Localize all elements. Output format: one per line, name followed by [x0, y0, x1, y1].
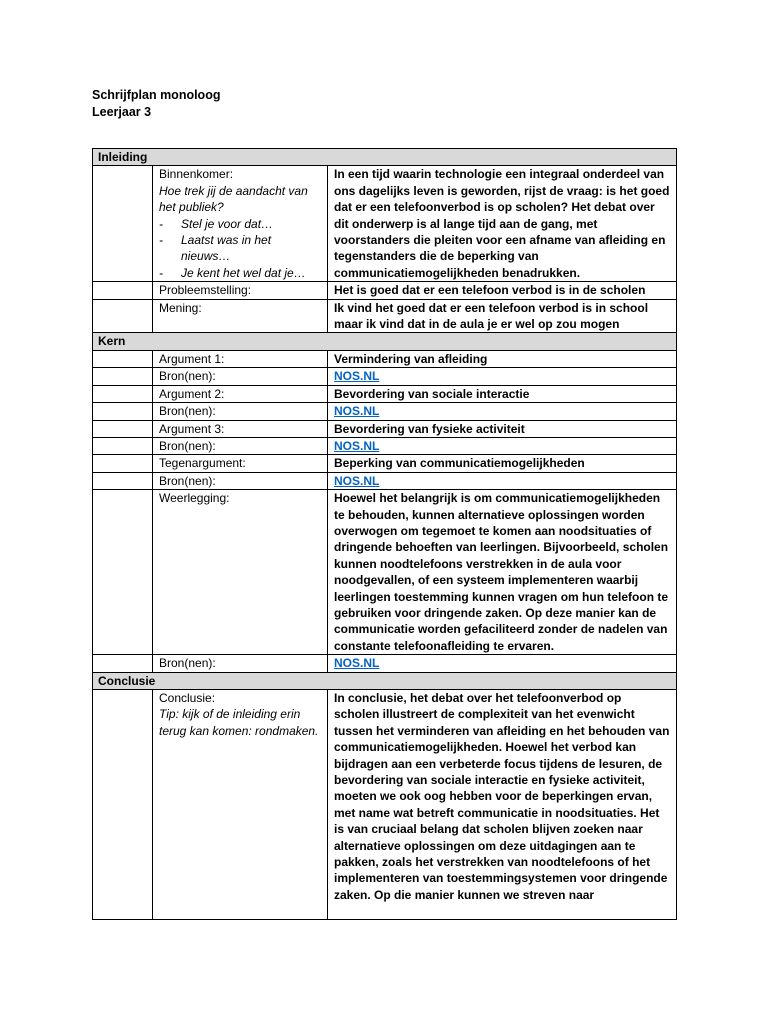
probleemstelling-label: Probleemstelling: — [153, 282, 328, 299]
tegenargument-label: Tegenargument: — [153, 455, 328, 472]
document-subtitle: Leerjaar 3 — [92, 105, 152, 119]
argument-2-text: Bevordering van sociale interactie — [328, 385, 677, 402]
table-row-tegenargument — [93, 455, 677, 472]
conclusie-text: In conclusie, het debat over het telefoonverbod op scholen illustreert de complexiteit van het evenwicht tussen het verminderen van afleiding en het behouden van communicatiemogelijkheden. Hoewel het verbod kan bijdragen aan een verbeterde focus tijdens de lesuren, de bevordering van sociale interactie en fysieke activiteit, moeten we ook oog hebben voor de beperkingen ervan, met name wat betreft communicatie in noodsituaties. Het is van cruciaal belang dat scholen blijven zoeken naar alternatieve oplossingen om deze uitdagingen aan te pakken, zoals het verstrekken van noodtelefoons of het implementeren van toestemmingsystemen voor dringende zaken. Op die manier kunnen we streven naar — [334, 691, 670, 902]
bron-label: Bron(nen): — [153, 368, 328, 385]
table-row-bron-2 — [93, 403, 677, 420]
argument-1-label: Argument 1: — [153, 350, 328, 367]
source-link[interactable]: NOS.NL — [334, 473, 380, 488]
section-title: Conclusie — [93, 672, 677, 689]
source-link[interactable]: NOS.NL — [334, 404, 380, 419]
weerlegging-label: Weerlegging: — [153, 490, 328, 655]
table-row-bron-1 — [93, 368, 677, 385]
mening-text: Ik vind het goed dat er een telefoon verbod is in school maar ik vind dat in de aula je er wel op zou mogen — [328, 299, 677, 333]
mening-label: Mening: — [153, 299, 328, 333]
tegenargument-text: Beperking van communicatiemogelijkheden — [328, 455, 677, 472]
table-row-bron-4 — [93, 472, 677, 489]
table-row-probleemstelling — [93, 282, 677, 299]
bron-label: Bron(nen): — [153, 472, 328, 489]
section-header-conclusie — [93, 672, 677, 689]
section-header-inleiding — [93, 149, 677, 166]
bron-label: Bron(nen): — [153, 403, 328, 420]
section-title: Kern — [93, 333, 677, 350]
argument-2-label: Argument 2: — [153, 385, 328, 402]
list-item: - Je kent het wel dat je… — [159, 265, 306, 280]
list-item: - Laatst was in het nieuws… — [159, 233, 272, 264]
document-title: Schrijfplan monoloog — [92, 88, 221, 102]
table-row-argument-3 — [93, 420, 677, 437]
document-title-block — [92, 87, 220, 121]
table-row-bron-3 — [93, 437, 677, 454]
writing-plan-table — [92, 148, 677, 920]
argument-1-text: Vermindering van afleiding — [328, 350, 677, 367]
source-link[interactable]: NOS.NL — [334, 438, 380, 453]
bron-label: Bron(nen): — [153, 655, 328, 672]
table-row-bron-5 — [93, 655, 677, 672]
binnenkomer-text: In een tijd waarin technologie een integraal onderdeel van ons dagelijks leven is geworden, rijst de vraag: is het goed dat er een telefoonverbod is op scholen? Het debat over dit onderwerp is al lange tijd aan de gang, met voorstanders die pleiten voor een afname van afleiding en tegenstanders die de beperking van communicatiemogelijkheden benadrukken. — [328, 166, 677, 282]
binnenkomer-label-cell — [153, 166, 328, 282]
binnenkomer-label: Binnenkomer: — [159, 167, 234, 182]
table-row-mening — [93, 299, 677, 333]
table-row-conclusie — [93, 690, 677, 920]
source-link[interactable]: NOS.NL — [334, 656, 380, 671]
source-link[interactable]: NOS.NL — [334, 369, 380, 384]
table-row-argument-2 — [93, 385, 677, 402]
conclusie-label-cell — [153, 690, 328, 920]
section-header-kern — [93, 333, 677, 350]
conclusie-label: Conclusie: — [159, 691, 216, 705]
probleemstelling-text: Het is goed dat er een telefoon verbod is in de scholen — [328, 282, 677, 299]
argument-3-text: Bevordering van fysieke activiteit — [328, 420, 677, 437]
table-row-argument-1 — [93, 350, 677, 367]
table-row-binnenkomer — [93, 166, 677, 282]
table-row-weerlegging — [93, 490, 677, 655]
bron-label: Bron(nen): — [153, 437, 328, 454]
list-item: - Stel je voor dat… — [159, 216, 274, 231]
weerlegging-text: Hoewel het belangrijk is om communicatiemogelijkheden te behouden, kunnen alternatieve oplossingen worden overwogen om tegemoet te komen aan noodsituaties of dringende behoeften van leerlingen. Bijvoorbeeld, scholen kunnen noodtelefoons verstrekken in de aula voor noodgevallen, of een systeem implementeren waarbij leerlingen toestemming kunnen vragen om hun telefoon te gebruiken voor dringende zaken. Op deze manier kan de communicatie worden gefaciliteerd zonder de nadelen van constante telefoonafleiding te ervaren. — [328, 490, 677, 655]
conclusie-tip: Tip: kijk of de inleiding erin terug kan komen: rondmaken. — [159, 707, 319, 738]
argument-3-label: Argument 3: — [153, 420, 328, 437]
section-title: Inleiding — [93, 149, 677, 166]
binnenkomer-question: Hoe trek jij de aandacht van het publiek? — [159, 183, 308, 215]
